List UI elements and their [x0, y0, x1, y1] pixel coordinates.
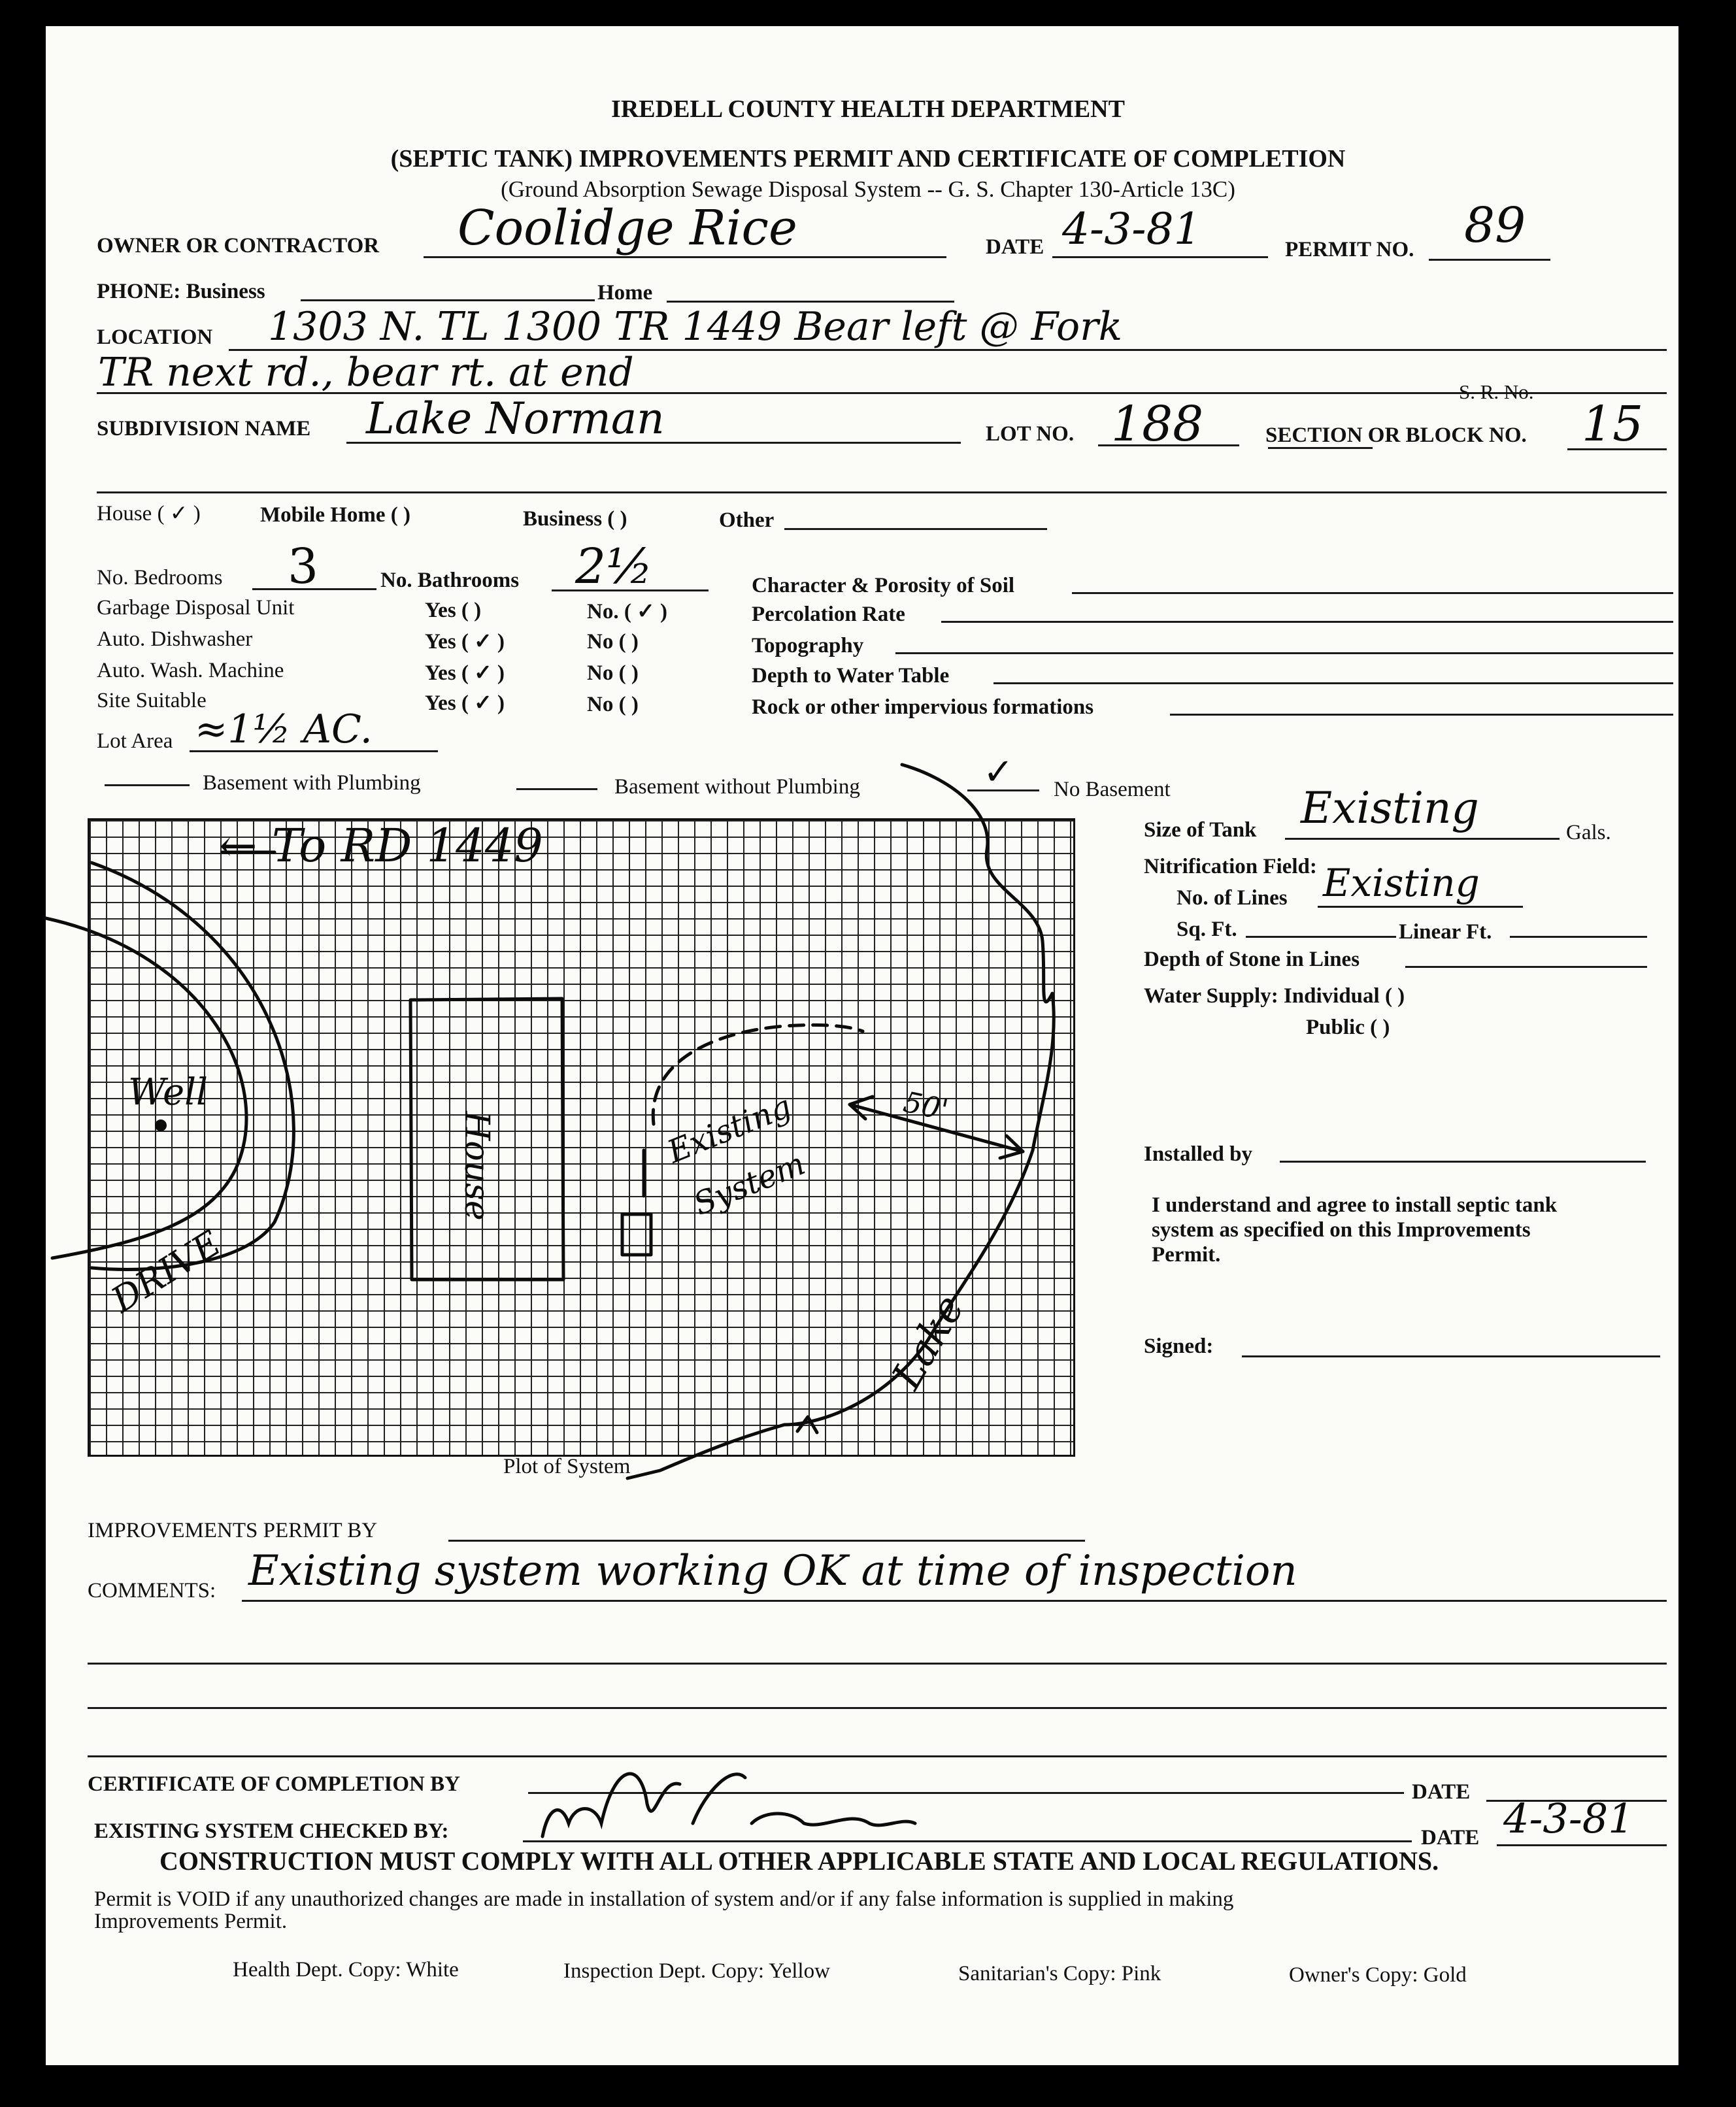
- checked-date-label: DATE: [1421, 1826, 1480, 1850]
- site-suitable-label: Site Suitable: [97, 689, 207, 712]
- percolation-label: Percolation Rate: [752, 603, 905, 626]
- drive-label: DRIVE: [104, 1222, 228, 1321]
- checked-by-label: EXISTING SYSTEM CHECKED BY:: [94, 1819, 449, 1843]
- void-notice-2: Improvements Permit.: [94, 1910, 288, 1933]
- type-mobile-home[interactable]: Mobile Home ( ): [260, 503, 411, 527]
- existing-label: Existing: [662, 1087, 797, 1171]
- form-title: (SEPTIC TANK) IMPROVEMENTS PERMIT AND CERTIFICATE OF COMPLETION: [390, 145, 1346, 173]
- agree-text-2: system as specified on this Improvements: [1152, 1218, 1531, 1242]
- installed-by-label: Installed by: [1144, 1142, 1252, 1166]
- water-supply-individual[interactable]: Water Supply: Individual ( ): [1144, 984, 1405, 1008]
- lines-label: No. of Lines: [1177, 886, 1288, 910]
- system-label: System: [688, 1145, 810, 1223]
- to-road-label: ← To RD 1449: [219, 819, 543, 872]
- lot-area-label: Lot Area: [97, 729, 173, 753]
- owner-label: OWNER OR CONTRACTOR: [97, 234, 380, 257]
- dishwasher-yes[interactable]: Yes ( ✓ ): [425, 630, 505, 654]
- copy-yellow: Inspection Dept. Copy: Yellow: [563, 1959, 830, 1983]
- basement-without-label: Basement without Plumbing: [614, 775, 860, 799]
- house-label: House: [457, 1111, 496, 1221]
- sr-number-label: S. R. No.: [1459, 380, 1534, 403]
- lines-value[interactable]: Existing: [1323, 861, 1480, 905]
- washer-label: Auto. Wash. Machine: [97, 659, 284, 682]
- location-value-2[interactable]: TR next rd., bear rt. at end: [98, 350, 634, 395]
- permit-value[interactable]: 89: [1464, 197, 1526, 254]
- garbage-no[interactable]: No. ( ✓ ): [587, 600, 667, 623]
- washer-no[interactable]: No ( ): [587, 661, 639, 685]
- bathrooms-label: No. Bathrooms: [380, 569, 520, 592]
- section-label: SECTION OR BLOCK NO.: [1265, 423, 1527, 447]
- sqft-label: Sq. Ft.: [1177, 918, 1237, 941]
- dishwasher-label: Auto. Dishwasher: [97, 627, 253, 651]
- comments-value[interactable]: Existing system working OK at time of inspection: [248, 1547, 1297, 1595]
- tank-size-value[interactable]: Existing: [1301, 783, 1479, 833]
- owner-value[interactable]: Coolidge Rice: [458, 200, 797, 256]
- permit-label: PERMIT NO.: [1285, 238, 1414, 261]
- certificate-label: CERTIFICATE OF COMPLETION BY: [88, 1772, 460, 1796]
- tank-size-label: Size of Tank: [1144, 818, 1257, 842]
- bedrooms-label: No. Bedrooms: [97, 566, 223, 589]
- water-supply-public[interactable]: Public ( ): [1306, 1016, 1390, 1039]
- subdivision-label: SUBDIVISION NAME: [97, 417, 311, 440]
- copy-gold: Owner's Copy: Gold: [1289, 1963, 1467, 1987]
- washer-yes[interactable]: Yes ( ✓ ): [425, 661, 505, 685]
- phone-business-label: PHONE: Business: [97, 280, 265, 303]
- linear-ft-label: Linear Ft.: [1399, 920, 1492, 944]
- agree-text-3: Permit.: [1152, 1243, 1221, 1267]
- agree-text-1: I understand and agree to install septic tank: [1152, 1193, 1558, 1217]
- water-table-label: Depth to Water Table: [752, 664, 950, 688]
- dishwasher-no[interactable]: No ( ): [587, 630, 639, 654]
- distance-label: 50': [900, 1085, 951, 1127]
- checked-date-value[interactable]: 4-3-81: [1503, 1795, 1634, 1842]
- signature-stroke: [542, 1774, 915, 1836]
- lot-value[interactable]: 188: [1111, 396, 1204, 452]
- lake-label: Lake: [882, 1287, 974, 1397]
- improvements-permit-label: IMPROVEMENTS PERMIT BY: [88, 1519, 378, 1542]
- lot-label: LOT NO.: [986, 422, 1075, 446]
- rock-label: Rock or other impervious formations: [752, 695, 1094, 719]
- phone-home-label: Home: [597, 281, 653, 305]
- site-suitable-no[interactable]: No ( ): [587, 693, 639, 716]
- type-other: Other: [719, 508, 775, 532]
- type-business[interactable]: Business ( ): [523, 507, 627, 531]
- date-value[interactable]: 4-3-81: [1062, 204, 1201, 254]
- bedrooms-value[interactable]: 3: [288, 539, 319, 595]
- copy-pink: Sanitarian's Copy: Pink: [958, 1962, 1161, 1985]
- garbage-yes[interactable]: Yes ( ): [425, 599, 482, 622]
- void-notice-1: Permit is VOID if any unauthorized changes are made in installation of system and/or if any false information is supplied in making: [94, 1887, 1234, 1911]
- location-value-1[interactable]: 1303 N. TL 1300 TR 1449 Bear left @ Fork: [268, 304, 1123, 350]
- subdivision-value[interactable]: Lake Norman: [366, 393, 665, 444]
- comments-label: COMMENTS:: [88, 1579, 216, 1602]
- checked-date-line: [1497, 1844, 1667, 1846]
- department-title: IREDELL COUNTY HEALTH DEPARTMENT: [611, 95, 1125, 123]
- form-subtitle: (Ground Absorption Sewage Disposal System -- G. S. Chapter 130-Article 13C): [501, 176, 1235, 202]
- nitrification-label: Nitrification Field:: [1144, 855, 1317, 878]
- location-label: LOCATION: [97, 325, 213, 349]
- type-house[interactable]: House ( ✓ ): [97, 502, 201, 525]
- soil-character-label: Character & Porosity of Soil: [752, 574, 1015, 597]
- basement-with-label: Basement with Plumbing: [203, 771, 421, 795]
- section-value[interactable]: 15: [1582, 396, 1644, 452]
- signed-label: Signed:: [1144, 1335, 1214, 1358]
- plot-caption: Plot of System: [503, 1455, 631, 1478]
- garbage-label: Garbage Disposal Unit: [97, 596, 295, 620]
- date-label: DATE: [986, 235, 1044, 259]
- lot-area-value[interactable]: ≈1½ AC.: [195, 706, 373, 752]
- no-basement-check: ✓: [983, 751, 1014, 793]
- comply-notice: CONSTRUCTION MUST COMPLY WITH ALL OTHER APPLICABLE STATE AND LOCAL REGULATIONS.: [159, 1846, 1439, 1876]
- certificate-date-label: DATE: [1412, 1780, 1471, 1804]
- topography-label: Topography: [752, 634, 864, 657]
- stone-depth-label: Depth of Stone in Lines: [1144, 948, 1360, 971]
- site-suitable-yes[interactable]: Yes ( ✓ ): [425, 691, 505, 715]
- well-label: Well: [128, 1071, 208, 1114]
- no-basement-label: No Basement: [1054, 778, 1171, 801]
- bathrooms-value[interactable]: 2½: [575, 539, 653, 595]
- tank-gals-label: Gals.: [1566, 821, 1611, 844]
- copy-white: Health Dept. Copy: White: [233, 1958, 459, 1982]
